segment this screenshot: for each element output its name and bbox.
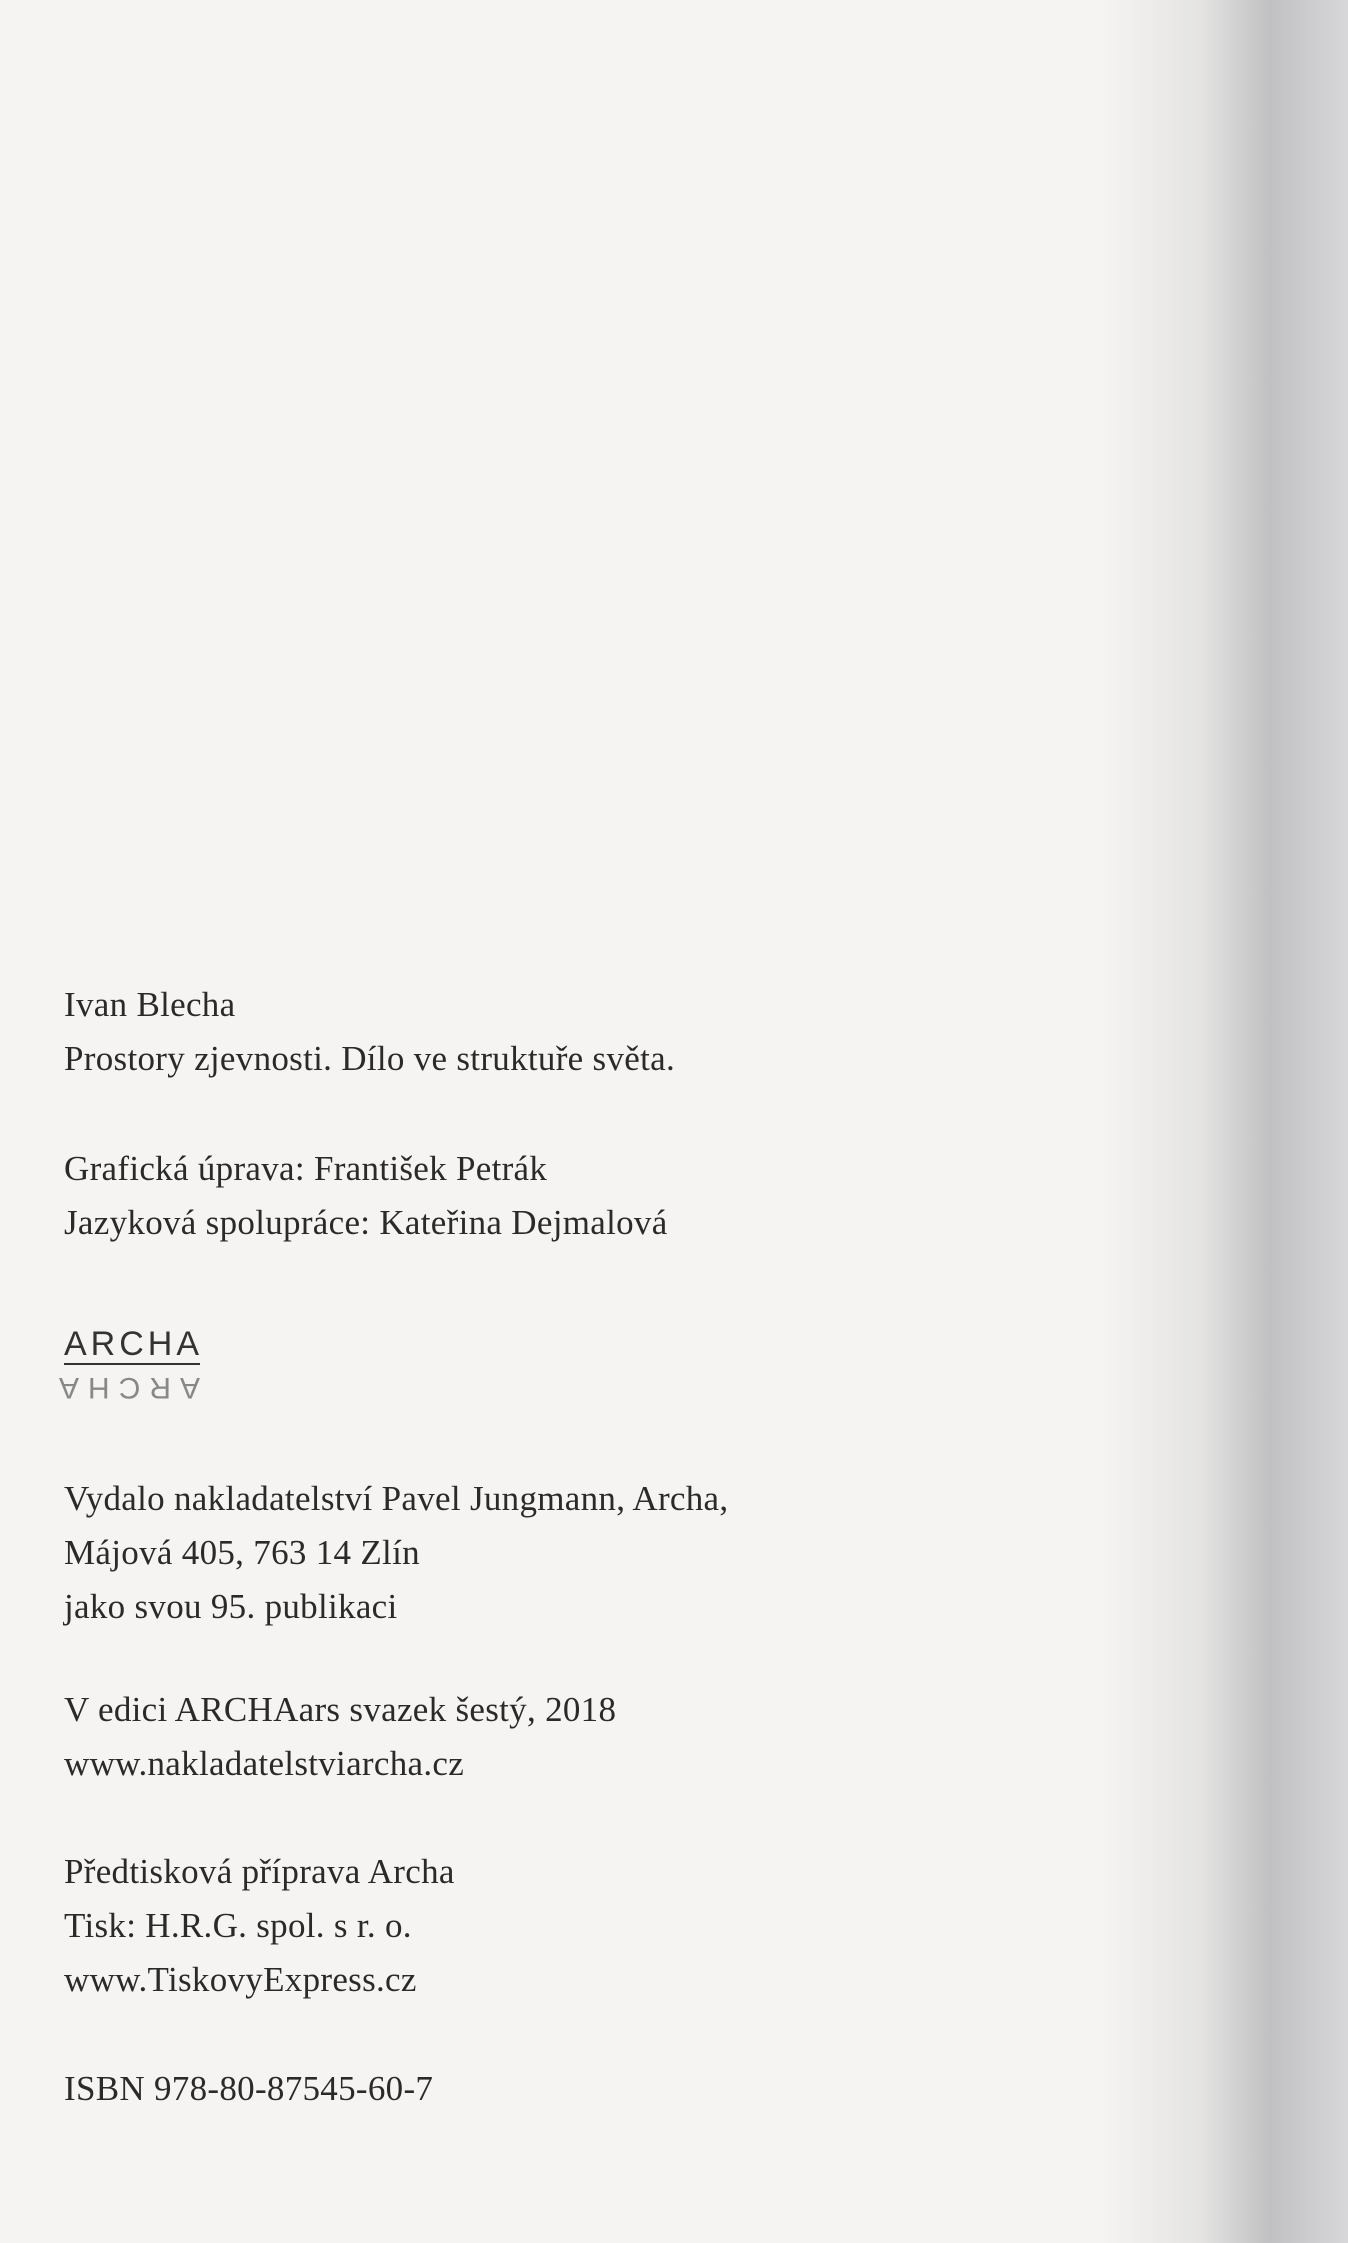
author-name: Ivan Blecha <box>64 985 236 1024</box>
print-line-1: Předtisková příprava Archa <box>64 1852 455 1891</box>
edition-block <box>64 1683 616 1791</box>
print-block <box>64 1845 455 2007</box>
book-title: Prostory zjevnosti. Dílo ve struktuře světa. <box>64 1039 676 1078</box>
print-line-2: Tisk: H.R.G. spol. s r. o. <box>64 1906 412 1945</box>
isbn-number: ISBN 978-80-87545-60-7 <box>64 2069 434 2108</box>
publisher-block <box>64 1472 728 1634</box>
edition-line-1: V edici ARCHAars svazek šestý, 2018 <box>64 1690 617 1729</box>
publisher-line-3: jako svou 95. publikaci <box>64 1587 398 1626</box>
archa-logo-text: ARCHA <box>64 1325 204 1363</box>
publisher-line-1: Vydalo nakladatelství Pavel Jungmann, Archa, <box>64 1479 729 1518</box>
archa-logo-mirrored-text: ARCHA <box>49 1371 200 1404</box>
title-block <box>64 978 675 1086</box>
edition-website: www.nakladatelstviarcha.cz <box>64 1744 465 1783</box>
archa-logo <box>49 1325 204 1405</box>
publisher-line-2: Májová 405, 763 14 Zlín <box>64 1533 420 1572</box>
print-website: www.TiskovyExpress.cz <box>64 1960 417 1999</box>
isbn-block <box>64 2062 433 2116</box>
language-credit: Jazyková spolupráce: Kateřina Dejmalová <box>64 1203 668 1242</box>
credits-block <box>64 1142 668 1250</box>
design-credit: Grafická úprava: František Petrák <box>64 1149 548 1188</box>
